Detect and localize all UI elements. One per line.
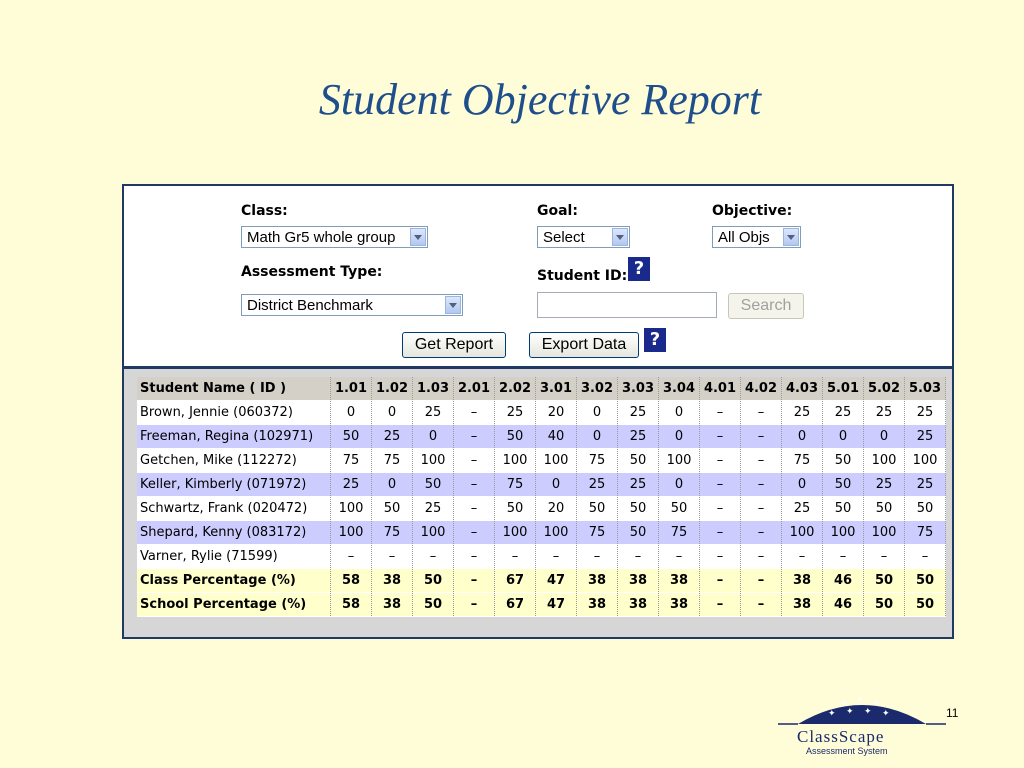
- score-cell: –: [700, 401, 741, 425]
- score-cell: 75: [331, 449, 372, 473]
- score-cell: 75: [905, 521, 946, 545]
- score-cell: 50: [413, 569, 454, 593]
- goal-label: Goal:: [537, 203, 578, 219]
- table-row: [137, 497, 946, 521]
- score-cell: 50: [618, 521, 659, 545]
- score-cell: –: [700, 521, 741, 545]
- score-cell: 0: [577, 425, 618, 449]
- objective-select-value: All Objs: [718, 229, 770, 246]
- score-cell: 25: [905, 473, 946, 497]
- svg-text:✦: ✦: [872, 699, 880, 709]
- class-select[interactable]: [241, 226, 428, 248]
- score-cell: –: [454, 401, 495, 425]
- column-header-objective: 2.01: [454, 377, 495, 401]
- export-data-button[interactable]: Export Data: [529, 332, 639, 358]
- column-header-objective: 4.03: [782, 377, 823, 401]
- table-row: [137, 449, 946, 473]
- score-cell: 0: [536, 473, 577, 497]
- score-cell: 0: [659, 425, 700, 449]
- table-row: [137, 425, 946, 449]
- search-button[interactable]: Search: [728, 293, 804, 319]
- page-number: 11: [946, 706, 959, 720]
- score-cell: 25: [618, 425, 659, 449]
- get-report-button[interactable]: Get Report: [402, 332, 506, 358]
- score-cell: 50: [618, 497, 659, 521]
- summary-row: [137, 569, 946, 593]
- score-cell: –: [741, 545, 782, 569]
- score-cell: –: [331, 545, 372, 569]
- score-cell: –: [864, 545, 905, 569]
- score-cell: 0: [413, 425, 454, 449]
- objective-label: Objective:: [712, 203, 793, 219]
- svg-text:✦: ✦: [864, 707, 872, 717]
- student-name-cell: Freeman, Regina (102971): [137, 425, 331, 449]
- score-cell: 38: [372, 569, 413, 593]
- score-cell: 0: [782, 425, 823, 449]
- score-cell: 0: [659, 473, 700, 497]
- score-cell: –: [741, 425, 782, 449]
- score-cell: 75: [659, 521, 700, 545]
- score-cell: –: [741, 401, 782, 425]
- score-cell: 38: [577, 593, 618, 617]
- score-cell: –: [700, 593, 741, 617]
- student-name-cell: Brown, Jennie (060372): [137, 401, 331, 425]
- score-cell: 25: [577, 473, 618, 497]
- table-row: [137, 521, 946, 545]
- score-cell: 50: [905, 569, 946, 593]
- score-cell: 46: [823, 569, 864, 593]
- score-cell: 40: [536, 425, 577, 449]
- table-row: [137, 473, 946, 497]
- score-cell: 100: [864, 449, 905, 473]
- score-cell: –: [577, 545, 618, 569]
- objective-report-table: [137, 377, 946, 617]
- score-cell: 47: [536, 569, 577, 593]
- class-label: Class:: [241, 203, 288, 219]
- score-cell: 20: [536, 497, 577, 521]
- table-header-row: [137, 377, 946, 401]
- svg-text:✦: ✦: [882, 709, 890, 719]
- score-cell: 100: [659, 449, 700, 473]
- score-cell: 47: [536, 593, 577, 617]
- score-cell: 0: [823, 425, 864, 449]
- score-cell: 75: [577, 521, 618, 545]
- score-cell: –: [741, 569, 782, 593]
- score-cell: 25: [905, 401, 946, 425]
- score-cell: –: [700, 545, 741, 569]
- student-name-cell: Schwartz, Frank (020472): [137, 497, 331, 521]
- chevron-down-icon[interactable]: [445, 296, 461, 314]
- score-cell: 0: [864, 425, 905, 449]
- score-cell: –: [454, 569, 495, 593]
- score-cell: 100: [331, 497, 372, 521]
- logo-tagline: Assessment System: [806, 746, 888, 756]
- column-header-objective: 3.01: [536, 377, 577, 401]
- score-cell: 0: [782, 473, 823, 497]
- score-cell: 46: [823, 593, 864, 617]
- score-cell: 25: [413, 497, 454, 521]
- score-cell: 25: [331, 473, 372, 497]
- score-cell: 25: [905, 425, 946, 449]
- score-cell: 58: [331, 569, 372, 593]
- score-cell: 50: [905, 497, 946, 521]
- score-cell: –: [700, 449, 741, 473]
- export-help-icon[interactable]: ?: [644, 328, 666, 352]
- student-name-cell: Shepard, Kenny (083172): [137, 521, 331, 545]
- score-cell: 50: [618, 449, 659, 473]
- score-cell: –: [741, 593, 782, 617]
- score-cell: –: [536, 545, 577, 569]
- column-header-objective: 5.01: [823, 377, 864, 401]
- score-cell: 75: [495, 473, 536, 497]
- score-cell: 50: [495, 497, 536, 521]
- score-cell: –: [454, 497, 495, 521]
- score-cell: 67: [495, 569, 536, 593]
- score-cell: 25: [495, 401, 536, 425]
- summary-row: [137, 593, 946, 617]
- score-cell: 100: [495, 449, 536, 473]
- score-cell: 20: [536, 401, 577, 425]
- score-cell: 50: [659, 497, 700, 521]
- student-name-cell: Getchen, Mike (112272): [137, 449, 331, 473]
- score-cell: –: [700, 473, 741, 497]
- class-select-value: Math Gr5 whole group: [247, 229, 396, 246]
- column-header-objective: 4.02: [741, 377, 782, 401]
- score-cell: –: [741, 497, 782, 521]
- column-header-objective: 5.03: [905, 377, 946, 401]
- score-cell: 0: [659, 401, 700, 425]
- score-cell: 100: [495, 521, 536, 545]
- score-cell: 100: [536, 521, 577, 545]
- score-cell: 100: [331, 521, 372, 545]
- score-cell: 25: [782, 497, 823, 521]
- score-cell: 25: [864, 401, 905, 425]
- score-cell: 38: [618, 569, 659, 593]
- chevron-down-icon[interactable]: [410, 228, 426, 246]
- column-header-objective: 3.02: [577, 377, 618, 401]
- student-name-cell: Keller, Kimberly (071972): [137, 473, 331, 497]
- score-cell: 25: [618, 473, 659, 497]
- column-header-objective: 2.02: [495, 377, 536, 401]
- score-cell: 58: [331, 593, 372, 617]
- score-cell: 100: [905, 449, 946, 473]
- assessment-type-select[interactable]: [241, 294, 463, 316]
- score-cell: 38: [782, 569, 823, 593]
- score-cell: –: [700, 497, 741, 521]
- score-cell: –: [495, 545, 536, 569]
- score-cell: 25: [618, 401, 659, 425]
- score-cell: –: [454, 545, 495, 569]
- score-cell: 0: [331, 401, 372, 425]
- assessment-type-label: Assessment Type:: [241, 264, 383, 280]
- score-cell: 50: [413, 593, 454, 617]
- filter-form: [124, 186, 952, 366]
- score-cell: 50: [864, 497, 905, 521]
- student-name-cell: Class Percentage (%): [137, 569, 331, 593]
- score-cell: –: [659, 545, 700, 569]
- score-cell: 38: [782, 593, 823, 617]
- score-cell: 25: [372, 425, 413, 449]
- score-cell: 50: [577, 497, 618, 521]
- score-cell: 50: [905, 593, 946, 617]
- column-header-objective: 1.01: [331, 377, 372, 401]
- svg-text:✦: ✦: [828, 709, 836, 719]
- objective-select[interactable]: [712, 226, 801, 248]
- score-cell: –: [905, 545, 946, 569]
- student-name-cell: School Percentage (%): [137, 593, 331, 617]
- column-header-objective: 3.04: [659, 377, 700, 401]
- score-cell: –: [823, 545, 864, 569]
- score-cell: –: [413, 545, 454, 569]
- student-id-help-icon[interactable]: ?: [628, 257, 650, 281]
- logo-wordmark: ClassScape: [797, 727, 885, 746]
- report-grid-area: [124, 369, 952, 637]
- score-cell: 0: [577, 401, 618, 425]
- score-cell: 75: [577, 449, 618, 473]
- svg-text:✦: ✦: [840, 699, 848, 709]
- score-cell: 25: [413, 401, 454, 425]
- svg-text:✦: ✦: [846, 707, 854, 717]
- score-cell: –: [741, 449, 782, 473]
- score-cell: 50: [331, 425, 372, 449]
- score-cell: 67: [495, 593, 536, 617]
- score-cell: 38: [372, 593, 413, 617]
- assessment-type-value: District Benchmark: [247, 297, 373, 314]
- classscape-logo: [778, 690, 946, 760]
- score-cell: 100: [413, 449, 454, 473]
- score-cell: –: [454, 521, 495, 545]
- student-name-cell: Varner, Rylie (71599): [137, 545, 331, 569]
- chevron-down-icon[interactable]: [612, 228, 628, 246]
- score-cell: –: [618, 545, 659, 569]
- column-header-student-name: Student Name ( ID ): [137, 377, 331, 401]
- score-cell: 50: [413, 473, 454, 497]
- score-cell: –: [454, 473, 495, 497]
- score-cell: 50: [823, 449, 864, 473]
- column-header-objective: 1.03: [413, 377, 454, 401]
- score-cell: –: [741, 521, 782, 545]
- score-cell: 50: [372, 497, 413, 521]
- goal-select[interactable]: [537, 226, 630, 248]
- score-cell: 100: [782, 521, 823, 545]
- score-cell: 100: [823, 521, 864, 545]
- score-cell: 38: [618, 593, 659, 617]
- goal-select-value: Select: [543, 229, 585, 246]
- score-cell: 100: [864, 521, 905, 545]
- score-cell: –: [700, 425, 741, 449]
- score-cell: 25: [864, 473, 905, 497]
- score-cell: 50: [864, 569, 905, 593]
- column-header-objective: 1.02: [372, 377, 413, 401]
- chevron-down-icon[interactable]: [783, 228, 799, 246]
- report-panel: [122, 184, 954, 639]
- student-id-label: Student ID:: [537, 268, 628, 284]
- score-cell: 100: [413, 521, 454, 545]
- score-cell: 0: [372, 473, 413, 497]
- score-cell: 100: [536, 449, 577, 473]
- score-cell: –: [782, 545, 823, 569]
- score-cell: 75: [372, 521, 413, 545]
- student-id-input[interactable]: [537, 292, 717, 318]
- column-header-objective: 5.02: [864, 377, 905, 401]
- table-row: [137, 401, 946, 425]
- score-cell: 38: [659, 593, 700, 617]
- score-cell: 75: [372, 449, 413, 473]
- score-cell: 25: [782, 401, 823, 425]
- score-cell: 25: [823, 401, 864, 425]
- score-cell: –: [372, 545, 413, 569]
- score-cell: –: [454, 449, 495, 473]
- score-cell: 0: [372, 401, 413, 425]
- score-cell: –: [741, 473, 782, 497]
- score-cell: 50: [864, 593, 905, 617]
- slide-title: Student Objective Report: [318, 75, 762, 124]
- score-cell: –: [454, 425, 495, 449]
- score-cell: –: [454, 593, 495, 617]
- svg-text:✦: ✦: [856, 695, 864, 705]
- score-cell: 50: [495, 425, 536, 449]
- score-cell: 50: [823, 497, 864, 521]
- column-header-objective: 4.01: [700, 377, 741, 401]
- table-row: [137, 545, 946, 569]
- column-header-objective: 3.03: [618, 377, 659, 401]
- score-cell: 50: [823, 473, 864, 497]
- score-cell: –: [700, 569, 741, 593]
- score-cell: 75: [782, 449, 823, 473]
- score-cell: 38: [577, 569, 618, 593]
- score-cell: 38: [659, 569, 700, 593]
